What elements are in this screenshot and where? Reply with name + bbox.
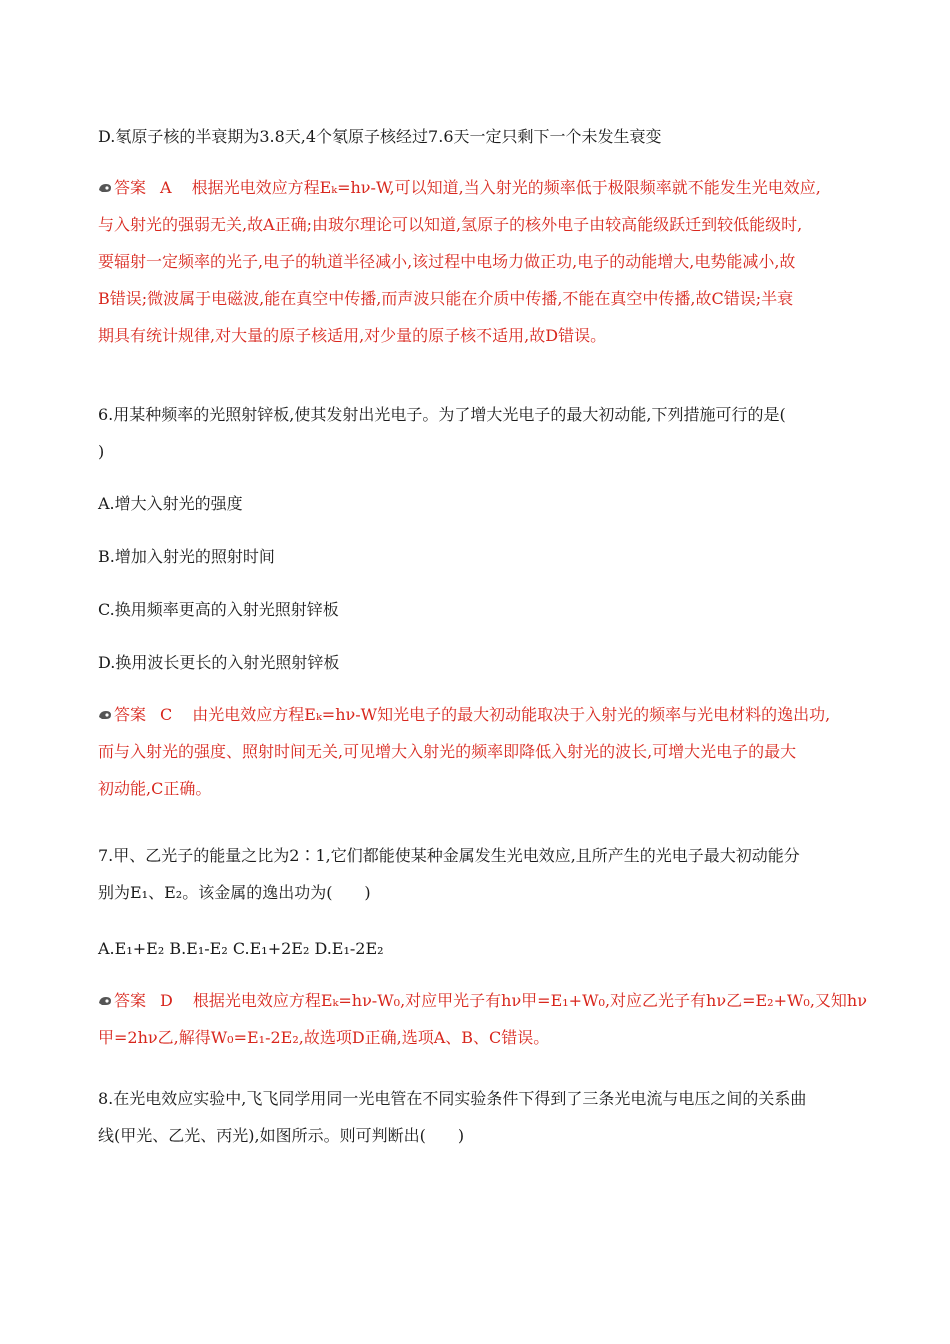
answer-marker-icon xyxy=(98,182,112,194)
answer-label: 答案 xyxy=(114,991,147,1010)
q6-option-b xyxy=(98,538,858,575)
answer-marker-icon xyxy=(98,709,112,721)
stem-line: 线(甲光、乙光、丙光),如图所示。则可判断出( ) xyxy=(98,1126,465,1145)
answer-label: 答案 xyxy=(114,178,147,197)
option-text: B.增加入射光的照射时间 xyxy=(98,547,275,566)
q5-answer xyxy=(98,169,858,354)
answer-line xyxy=(98,169,858,206)
explanation-line: 期具有统计规律,对大量的原子核适用,对少量的原子核不适用,故D错误。 xyxy=(98,326,607,345)
option-text: C.换用频率更高的入射光照射锌板 xyxy=(98,600,339,619)
answer-letter: A xyxy=(160,178,172,197)
option-text: D.换用波长更长的入射光照射锌板 xyxy=(98,653,340,672)
explanation-line: B错误;微波属于电磁波,能在真空中传播,而声波只能在介质中传播,不能在真空中传播,故C错误;半衰 xyxy=(98,289,794,308)
answer-label: 答案 xyxy=(114,705,147,724)
explanation-line: 根据光电效应方程Eₖ=hν-W₀,对应甲光子有hν甲=E₁+W₀,对应乙光子有hν乙=E₂+W₀,又知hν xyxy=(192,991,867,1010)
answer-line xyxy=(98,982,867,1019)
answer-line xyxy=(98,696,858,733)
explanation-line: 初动能,C正确。 xyxy=(98,779,212,798)
q7-stem xyxy=(98,837,858,911)
answer-marker-icon xyxy=(98,995,112,1007)
answer-letter: D xyxy=(160,991,173,1010)
q8-stem xyxy=(98,1080,858,1154)
q7-options xyxy=(98,930,858,967)
q7-answer xyxy=(98,982,867,1056)
q6-option-c xyxy=(98,591,858,628)
answer-letter: C xyxy=(160,705,173,724)
stem-line: 6.用某种频率的光照射锌板,使其发射出光电子。为了增大光电子的最大初动能,下列措施可行的是( xyxy=(98,405,786,424)
q6-stem xyxy=(98,396,858,470)
stem-line: ) xyxy=(98,442,105,461)
stem-line: 7.甲、乙光子的能量之比为2∶1,它们都能使某种金属发生光电效应,且所产生的光电子最大初动能分 xyxy=(98,846,800,865)
explanation-line: 与入射光的强弱无关,故A正确;由玻尔理论可以知道,氢原子的核外电子由较高能级跃迁到较低能级时, xyxy=(98,215,803,234)
explanation-line: 而与入射光的强度、照射时间无关,可见增大入射光的频率即降低入射光的波长,可增大光电子的最大 xyxy=(98,742,797,761)
q6-answer xyxy=(98,696,858,807)
options-line: A.E₁+E₂ B.E₁-E₂ C.E₁+2E₂ D.E₁-2E₂ xyxy=(98,939,384,958)
option-text: A.增大入射光的强度 xyxy=(98,494,243,513)
stem-line: 8.在光电效应实验中,飞飞同学用同一光电管在不同实验条件下得到了三条光电流与电压之间的关系曲 xyxy=(98,1089,807,1108)
explanation-line: 要辐射一定频率的光子,电子的轨道半径减小,该过程中电场力做正功,电子的动能增大,电势能减小,故 xyxy=(98,252,796,271)
q6-option-d xyxy=(98,644,858,681)
q6-option-a xyxy=(98,485,858,522)
option-text: D.氡原子核的半衰期为3.8天,4个氡原子核经过7.6天一定只剩下一个未发生衰变 xyxy=(98,127,662,146)
q5-option-d xyxy=(98,118,858,155)
explanation-line: 甲=2hν乙,解得W₀=E₁-2E₂,故选项D正确,选项A、B、C错误。 xyxy=(98,1028,550,1047)
explanation-line: 根据光电效应方程Eₖ=hν-W,可以知道,当入射光的频率低于极限频率就不能发生光电效应, xyxy=(191,178,821,197)
stem-line: 别为E₁、E₂。该金属的逸出功为( ) xyxy=(98,883,371,902)
explanation-line: 由光电效应方程Eₖ=hν-W知光电子的最大初动能取决于入射光的频率与光电材料的逸出功, xyxy=(192,705,831,724)
